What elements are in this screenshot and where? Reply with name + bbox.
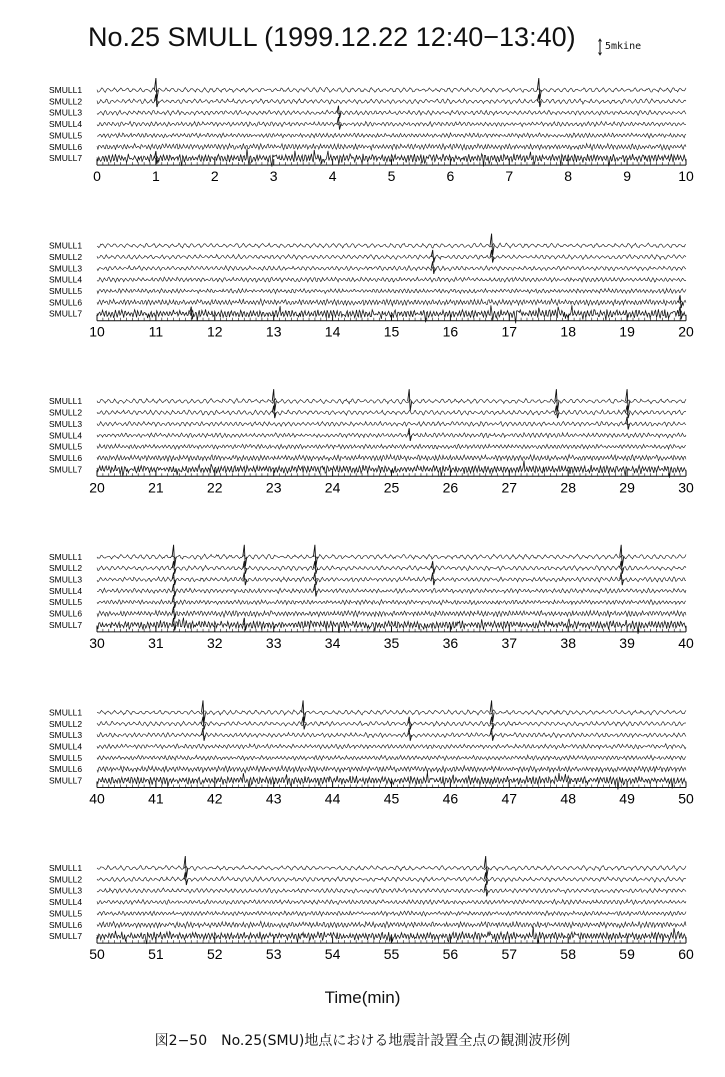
tick-label: 35 bbox=[383, 634, 400, 651]
tick-label: 40 bbox=[89, 790, 105, 807]
channel-label: SMULL3 bbox=[49, 885, 83, 896]
event-spike bbox=[408, 428, 412, 441]
trace-smull6 bbox=[97, 766, 686, 773]
channel-label: SMULL3 bbox=[49, 574, 83, 585]
trace-smull3 bbox=[97, 422, 686, 427]
tick-label: 52 bbox=[207, 946, 223, 963]
tick-label: 26 bbox=[442, 479, 459, 496]
channel-label: SMULL3 bbox=[49, 107, 83, 118]
tick-label: 59 bbox=[619, 946, 635, 963]
tick-label: 60 bbox=[678, 946, 694, 963]
channel-label: SMULL1 bbox=[49, 396, 83, 407]
trace-smull4 bbox=[97, 121, 686, 126]
channel-label: SMULL2 bbox=[49, 563, 83, 574]
trace-smull6 bbox=[97, 299, 686, 306]
channel-label: SMULL2 bbox=[49, 251, 83, 262]
event-spike bbox=[172, 584, 176, 597]
tick-label: 49 bbox=[619, 790, 635, 807]
trace-smull6 bbox=[97, 455, 686, 462]
channel-label: SMULL2 bbox=[49, 407, 83, 418]
trace-smull4 bbox=[97, 588, 686, 593]
channel-label: SMULL6 bbox=[49, 141, 83, 152]
channel-label: SMULL7 bbox=[49, 619, 83, 630]
tick-label: 31 bbox=[148, 634, 164, 651]
trace-smull2 bbox=[97, 99, 686, 104]
event-spike bbox=[202, 728, 206, 741]
tick-label: 10 bbox=[89, 323, 105, 340]
channel-label: SMULL4 bbox=[49, 274, 83, 285]
channel-label: SMULL4 bbox=[49, 741, 83, 752]
channel-label: SMULL6 bbox=[49, 608, 83, 619]
channel-label: SMULL1 bbox=[49, 85, 83, 95]
tick-label: 40 bbox=[678, 634, 694, 651]
channel-label: SMULL7 bbox=[49, 931, 83, 942]
tick-label: 23 bbox=[265, 479, 282, 496]
channel-label: SMULL5 bbox=[49, 752, 83, 763]
channel-label: SMULL5 bbox=[49, 286, 83, 296]
tick-label: 30 bbox=[678, 479, 694, 496]
tick-label: 34 bbox=[324, 634, 341, 651]
channel-label: SMULL7 bbox=[49, 153, 83, 164]
channel-label: SMULL5 bbox=[49, 441, 83, 452]
tick-label: 12 bbox=[207, 323, 223, 340]
event-spike bbox=[620, 573, 624, 586]
channel-label: SMULL6 bbox=[49, 919, 83, 930]
tick-label: 15 bbox=[383, 323, 400, 340]
trace-smull1 bbox=[97, 399, 686, 404]
panel-3 bbox=[49, 389, 694, 495]
event-spike bbox=[243, 573, 247, 586]
tick-label: 24 bbox=[324, 479, 341, 496]
tick-label: 14 bbox=[324, 323, 341, 340]
channel-label: SMULL3 bbox=[49, 730, 83, 741]
tick-label: 42 bbox=[207, 790, 223, 807]
trace-smull4 bbox=[97, 899, 686, 904]
trace-smull2 bbox=[97, 566, 686, 571]
tick-label: 20 bbox=[89, 479, 105, 496]
panel-5 bbox=[49, 700, 694, 806]
trace-smull3 bbox=[97, 110, 686, 115]
tick-label: 13 bbox=[265, 323, 282, 340]
tick-label: 47 bbox=[501, 790, 518, 807]
tick-label: 53 bbox=[265, 946, 282, 963]
trace-smull6 bbox=[97, 610, 686, 617]
event-spike bbox=[243, 618, 247, 631]
tick-label: 0 bbox=[93, 168, 101, 185]
tick-label: 33 bbox=[265, 634, 282, 651]
channel-label: SMULL1 bbox=[49, 551, 83, 562]
tick-label: 9 bbox=[623, 168, 631, 185]
trace-smull4 bbox=[97, 433, 686, 438]
figure-caption: 図2−50 No.25(SMU)地点における地震計設置全点の観測波形例 bbox=[154, 1033, 571, 1049]
event-spike bbox=[172, 607, 176, 620]
event-spike bbox=[431, 561, 435, 574]
channel-label: SMULL1 bbox=[49, 863, 83, 873]
scale-label: 5mkine bbox=[605, 41, 642, 52]
channel-label: SMULL6 bbox=[49, 452, 83, 463]
tick-label: 28 bbox=[560, 479, 576, 496]
panel-4 bbox=[49, 545, 694, 651]
tick-label: 10 bbox=[678, 168, 694, 185]
event-spike bbox=[408, 717, 412, 730]
tick-label: 54 bbox=[324, 946, 341, 963]
tick-label: 2 bbox=[210, 168, 219, 185]
tick-label: 48 bbox=[560, 790, 576, 807]
trace-smull3 bbox=[97, 266, 686, 271]
channel-label: SMULL2 bbox=[49, 718, 83, 729]
tick-label: 50 bbox=[89, 946, 105, 963]
tick-label: 7 bbox=[505, 168, 514, 185]
channel-label: SMULL7 bbox=[49, 308, 83, 319]
channel-label: SMULL7 bbox=[49, 775, 83, 786]
tick-label: 17 bbox=[501, 323, 518, 340]
tick-label: 11 bbox=[148, 323, 164, 340]
tick-label: 8 bbox=[564, 168, 573, 185]
tick-label: 3 bbox=[269, 168, 278, 185]
trace-smull6 bbox=[97, 921, 686, 928]
tick-label: 43 bbox=[265, 790, 282, 807]
tick-label: 55 bbox=[383, 946, 400, 963]
channel-label: SMULL1 bbox=[49, 707, 83, 718]
trace-smull5 bbox=[97, 288, 686, 293]
trace-smull1 bbox=[97, 710, 686, 715]
tick-label: 44 bbox=[324, 790, 341, 807]
tick-label: 6 bbox=[446, 168, 455, 185]
event-spike bbox=[408, 728, 412, 741]
trace-smull2 bbox=[97, 410, 686, 415]
tick-label: 1 bbox=[152, 168, 160, 185]
channel-label: SMULL4 bbox=[49, 897, 83, 908]
channel-label: SMULL1 bbox=[49, 240, 83, 251]
tick-label: 30 bbox=[89, 634, 105, 651]
tick-label: 25 bbox=[383, 479, 400, 496]
channel-label: SMULL5 bbox=[49, 908, 83, 919]
tick-label: 27 bbox=[501, 479, 518, 496]
tick-label: 21 bbox=[148, 479, 164, 496]
panel-1 bbox=[49, 78, 694, 184]
event-spike bbox=[431, 250, 435, 263]
tick-label: 18 bbox=[560, 323, 576, 340]
tick-label: 16 bbox=[442, 323, 459, 340]
trace-smull1 bbox=[97, 243, 686, 248]
tick-label: 50 bbox=[678, 790, 694, 807]
channel-label: SMULL4 bbox=[49, 585, 83, 596]
channel-label: SMULL5 bbox=[49, 130, 83, 141]
tick-label: 45 bbox=[383, 790, 400, 807]
trace-smull6 bbox=[97, 143, 686, 150]
tick-label: 56 bbox=[442, 946, 459, 963]
channel-label: SMULL6 bbox=[49, 297, 83, 308]
channel-label: SMULL2 bbox=[49, 874, 83, 885]
trace-smull5 bbox=[97, 911, 686, 916]
channel-label: SMULL3 bbox=[49, 418, 83, 429]
x-axis-label: Time(min) bbox=[324, 988, 401, 1007]
panel-2 bbox=[49, 234, 694, 340]
tick-label: 36 bbox=[442, 634, 459, 651]
tick-label: 46 bbox=[442, 790, 459, 807]
tick-label: 22 bbox=[207, 479, 223, 496]
trace-smull2 bbox=[97, 721, 686, 726]
event-spike bbox=[490, 728, 494, 741]
tick-label: 29 bbox=[619, 479, 635, 496]
tick-label: 37 bbox=[501, 634, 518, 651]
event-spike bbox=[626, 417, 630, 430]
tick-label: 38 bbox=[560, 634, 576, 651]
tick-label: 51 bbox=[148, 946, 164, 963]
tick-label: 41 bbox=[148, 790, 164, 807]
tick-label: 20 bbox=[678, 323, 694, 340]
panel-6 bbox=[49, 856, 694, 962]
tick-label: 4 bbox=[328, 168, 337, 185]
trace-smull5 bbox=[97, 755, 686, 760]
tick-label: 57 bbox=[501, 946, 518, 963]
event-spike bbox=[172, 573, 176, 586]
trace-smull4 bbox=[97, 744, 686, 749]
trace-smull3 bbox=[97, 888, 686, 893]
channel-label: SMULL3 bbox=[49, 263, 83, 274]
event-spike bbox=[313, 584, 317, 597]
event-spike bbox=[172, 595, 176, 608]
channel-label: SMULL2 bbox=[49, 96, 83, 107]
event-spike bbox=[484, 884, 488, 897]
channel-label: SMULL6 bbox=[49, 764, 83, 775]
trace-smull5 bbox=[97, 444, 686, 449]
trace-smull3 bbox=[97, 733, 686, 738]
channel-label: SMULL4 bbox=[49, 430, 83, 441]
tick-label: 39 bbox=[619, 634, 635, 651]
channel-label: SMULL4 bbox=[49, 119, 83, 130]
trace-smull5 bbox=[97, 133, 686, 138]
chart-title: No.25 SMULL (1999.12.22 12:40−13:40) bbox=[88, 22, 576, 52]
trace-smull3 bbox=[97, 577, 686, 582]
trace-smull2 bbox=[97, 254, 686, 259]
tick-label: 5 bbox=[387, 168, 396, 185]
trace-smull4 bbox=[97, 277, 686, 282]
channel-label: SMULL5 bbox=[49, 597, 83, 608]
event-spike bbox=[431, 573, 435, 586]
tick-label: 58 bbox=[560, 946, 576, 963]
event-spike bbox=[337, 117, 341, 130]
trace-smull5 bbox=[97, 600, 686, 605]
tick-label: 32 bbox=[207, 634, 223, 651]
channel-label: SMULL7 bbox=[49, 464, 83, 475]
trace-smull1 bbox=[97, 88, 686, 93]
tick-label: 19 bbox=[619, 323, 635, 340]
trace-smull1 bbox=[97, 554, 686, 559]
